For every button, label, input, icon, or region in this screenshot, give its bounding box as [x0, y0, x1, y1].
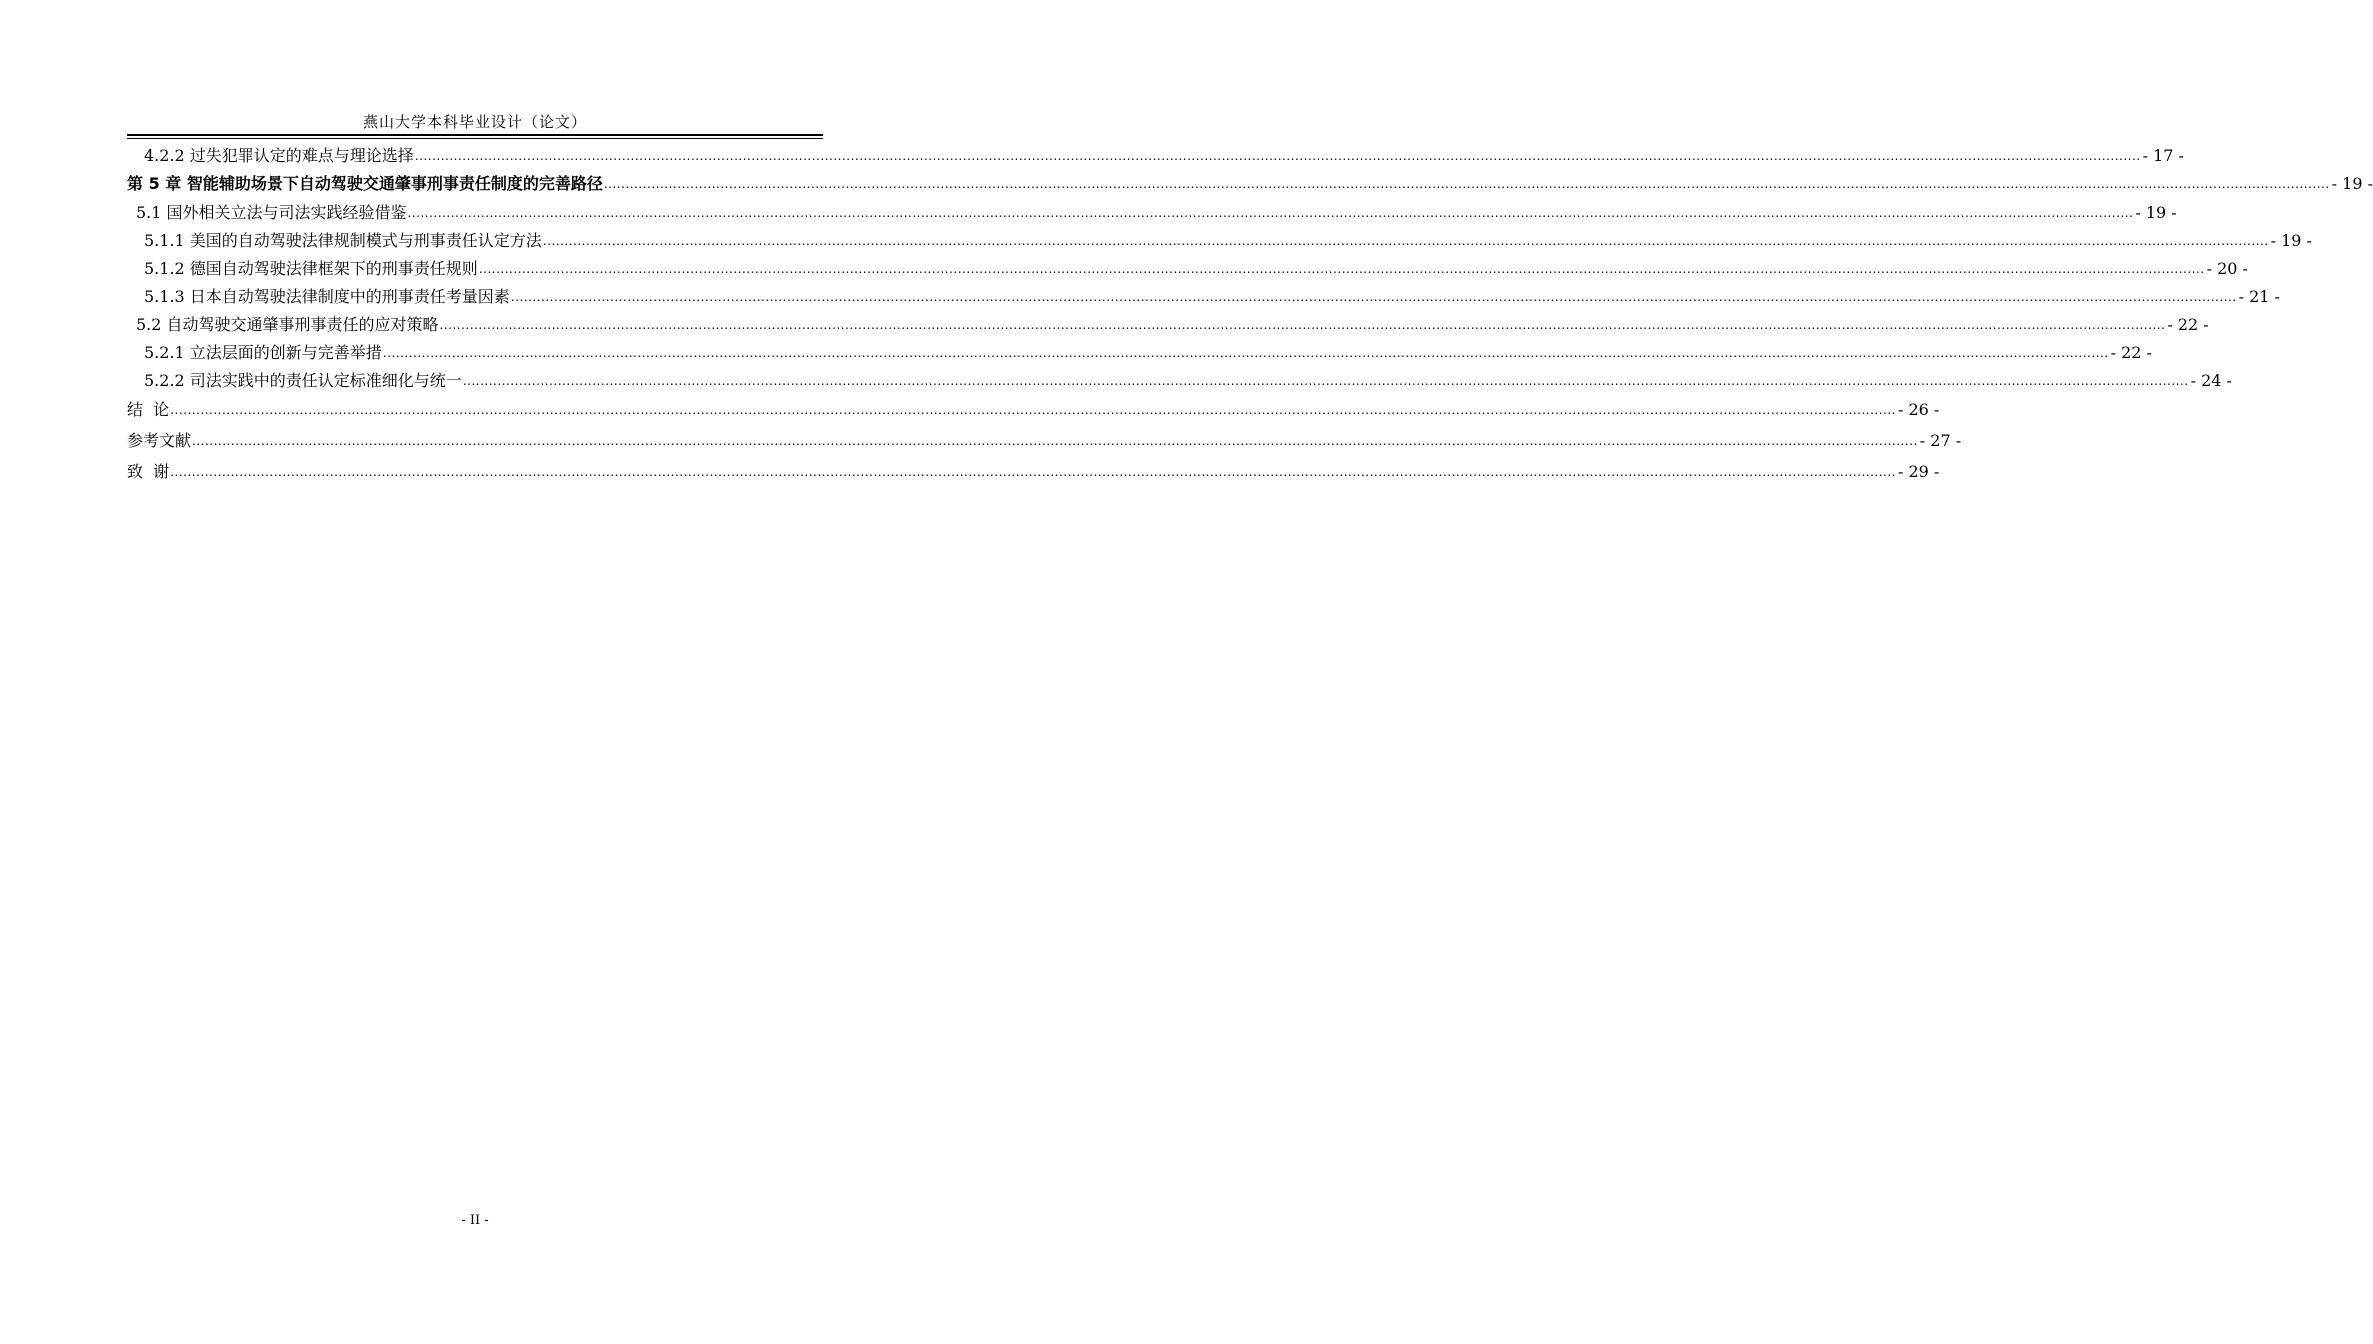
toc-entry-chapter-5[interactable]	[127, 168, 2373, 194]
toc-entry-page: - 20 -	[2206, 259, 2248, 278]
toc-entry-5-1-1[interactable]	[127, 225, 2312, 251]
toc-entry-5-1[interactable]	[127, 197, 2177, 223]
toc-entry-page: - 22 -	[2110, 343, 2152, 362]
toc-entry-5-2[interactable]	[127, 309, 2209, 335]
toc-entry-label: 4.2.2 过失犯罪认定的难点与理论选择	[144, 146, 414, 165]
toc-leader-dots: ................................................................................................................................................................................................................................................................................................................................................................................................................	[170, 403, 1896, 417]
toc-leader-dots: ................................................................................................................................................................................................................................................................................................................................................................................................................	[170, 465, 1896, 479]
toc-entry-5-2-1[interactable]	[127, 337, 2152, 363]
toc-entry-label: 第 5 章 智能辅助场景下自动驾驶交通肇事刑事责任制度的完善路径	[127, 174, 603, 193]
toc-entry-5-2-2[interactable]	[127, 365, 2232, 391]
header-rule-thin	[127, 138, 823, 139]
toc-entry-label: 5.1.1 美国的自动驾驶法律规制模式与刑事责任认定方法	[144, 231, 542, 250]
toc-entry-label: 5.2.1 立法层面的创新与完善举措	[144, 343, 382, 362]
toc-entry-page: - 27 -	[1919, 431, 1962, 450]
toc-entry-label: 参考文献	[127, 431, 192, 450]
toc-entry-conclusion[interactable]	[127, 394, 1940, 420]
toc-entry-label: 5.1.2 德国自动驾驶法律框架下的刑事责任规则	[144, 259, 478, 278]
toc-entry-label: 5.1.3 日本自动驾驶法律制度中的刑事责任考量因素	[144, 287, 510, 306]
toc-entry-page: - 26 -	[1897, 400, 1940, 419]
toc-entry-page: - 19 -	[2331, 174, 2373, 193]
toc-leader-dots: ................................................................................................................................................................................................................................................................................................................................................................................................................	[462, 374, 2189, 388]
toc-entry-5-1-2[interactable]	[127, 253, 2248, 279]
toc-entry-label: 5.2 自动驾驶交通肇事刑事责任的应对策略	[136, 315, 439, 334]
toc-leader-dots: ................................................................................................................................................................................................................................................................................................................................................................................................................	[414, 149, 2141, 163]
toc-entry-label: 致 谢	[127, 462, 170, 481]
toc-leader-dots: ................................................................................................................................................................................................................................................................................................................................................................................................................	[439, 318, 2166, 332]
toc-entry-page: - 29 -	[1897, 462, 1940, 481]
toc-entry-5-1-3[interactable]	[127, 281, 2280, 307]
page-number: - II -	[461, 1213, 489, 1228]
toc-leader-dots: ................................................................................................................................................................................................................................................................................................................................................................................................................	[603, 177, 2330, 191]
toc-leader-dots: ................................................................................................................................................................................................................................................................................................................................................................................................................	[382, 346, 2109, 360]
toc-entry-label: 结 论	[127, 400, 170, 419]
toc-entry-page: - 19 -	[2135, 203, 2177, 222]
toc-leader-dots: ................................................................................................................................................................................................................................................................................................................................................................................................................	[192, 434, 1918, 448]
toc-entry-label: 5.1 国外相关立法与司法实践经验借鉴	[136, 203, 407, 222]
toc-entry-label: 5.2.2 司法实践中的责任认定标准细化与统一	[144, 371, 462, 390]
header-rule-thick	[127, 134, 823, 136]
toc-entry-page: - 22 -	[2167, 315, 2209, 334]
toc-entry-page: - 17 -	[2142, 146, 2184, 165]
toc-leader-dots: ................................................................................................................................................................................................................................................................................................................................................................................................................	[510, 290, 2237, 304]
toc-entry-references[interactable]	[127, 425, 1962, 451]
page-header-title: 燕山大学本科毕业设计（论文）	[362, 113, 587, 131]
toc-leader-dots: ................................................................................................................................................................................................................................................................................................................................................................................................................	[478, 262, 2205, 276]
toc-leader-dots: ................................................................................................................................................................................................................................................................................................................................................................................................................	[407, 206, 2134, 220]
toc-leader-dots: ................................................................................................................................................................................................................................................................................................................................................................................................................	[542, 234, 2269, 248]
toc-entry-page: - 24 -	[2190, 371, 2232, 390]
toc-entry-4-2-2[interactable]	[127, 140, 2184, 166]
toc-entry-page: - 21 -	[2238, 287, 2280, 306]
toc-entry-acknowledgements[interactable]	[127, 456, 1940, 482]
toc-entry-page: - 19 -	[2270, 231, 2312, 250]
